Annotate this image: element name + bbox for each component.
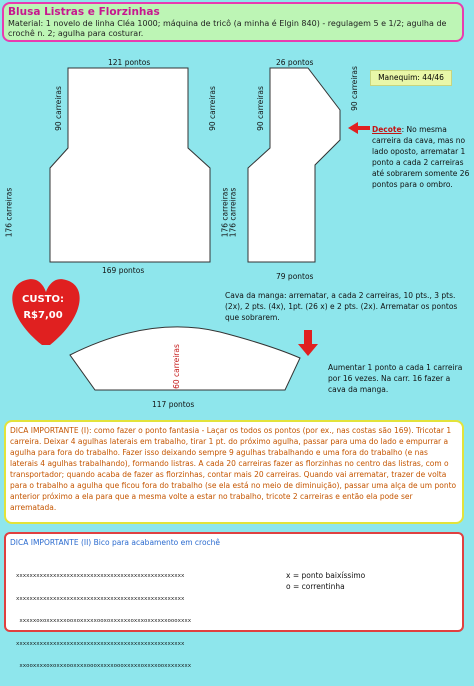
front-bottom-label: 79 pontos	[276, 272, 314, 281]
pattern-row: xxxxxoxoxxxxxxooxoxxxxxooxoxxxxxxoxxxoxxxxxxoooxxxx	[16, 618, 192, 624]
aumentar-note: Aumentar 1 ponto a cada 1 carreira por 16 vezes. Na carr. 16 fazer a cava da manga.	[328, 363, 463, 394]
pattern-row: xxxxxxxxxxxxxxxxxxxxxxxxxxxxxxxxxxxxxxxxxxxxxxxxxx	[16, 573, 185, 579]
decote-text: : No mesma carreira da cava, mas no lado oposto, arrematar 1 ponto a cada 2 carreiras até sobrarem somente 26 pontos para o ombro.	[372, 125, 470, 189]
cost-heart	[8, 268, 78, 332]
decote-title: Decote	[372, 125, 402, 134]
front-left-armhole-label: 90 carreiras	[255, 86, 265, 131]
sleeve-height-label: 60 carreiras	[171, 344, 181, 389]
cost-value: R$7,00	[23, 310, 63, 321]
decote-note	[372, 124, 470, 190]
pattern-row: xxooxxxxoxoxxxooxxxxoooxxxxxoooxxxxxoxxxxooxxxxxxxx	[16, 663, 192, 669]
tip-two-box	[4, 532, 464, 669]
legend-item: o = correntinha	[286, 582, 345, 591]
front-left-body-label: 176 carreiras	[228, 187, 238, 238]
sleeve-shape	[70, 327, 300, 390]
back-right-armhole-label: 90 carreiras	[207, 86, 217, 131]
back-left-armhole-label: 90 carreiras	[53, 86, 63, 131]
front-right-armhole-label: 90 carreiras	[349, 66, 359, 111]
pattern-legend	[286, 570, 365, 592]
crochet-pattern	[16, 558, 191, 686]
cava-note: Cava da manga: arrematar, a cada 2 carreiras, 10 pts., 3 pts. (2x), 2 pts. (4x), 1pt. (26 x) e 2 pts. (2x). Arrematar os pontos que sobrarem.	[225, 291, 458, 322]
back-left-body-label: 176 carreiras	[4, 187, 14, 238]
material-text: Material: 1 novelo de linha Cléa 1000; máquina de tricô (a minha é Elgin 840) - regulagem 5 e 1/2; agulha de crochê n. 2; agulha para costurar.	[8, 19, 447, 38]
cava-arrow	[298, 330, 318, 356]
tip-two-title: DICA IMPORTANTE (II) Bico para acabamento em crochê	[10, 538, 221, 547]
mannequin-badge: Manequim: 44/46	[370, 70, 452, 86]
legend-item: x = ponto baixíssimo	[286, 571, 366, 580]
front-shoulder-label: 26 pontos	[276, 58, 314, 67]
back-piece-shape	[50, 68, 210, 262]
pattern-row: xxxxxxxxxxxxxxxxxxxxxxxxxxxxxxxxxxxxxxxxxxxxxxxxxx	[16, 595, 185, 602]
cost-label: CUSTO:	[22, 294, 64, 305]
tip-one-box	[4, 420, 464, 524]
sleeve-bottom-label: 117 pontos	[152, 400, 195, 409]
back-right-body-label: 176 carreiras	[220, 187, 230, 238]
pattern-row: xxxxxxxxxxxxxxxxxxxxxxxxxxxxxxxxxxxxxxxxxxxxxxxxxx	[16, 640, 185, 647]
decote-arrow	[348, 122, 370, 134]
back-bottom-label: 169 pontos	[102, 266, 145, 275]
back-top-label: 121 pontos	[108, 58, 151, 67]
page-title: Blusa Listras e Florzinhas	[8, 6, 160, 18]
tip-one-text: DICA IMPORTANTE (I): como fazer o ponto fantasia - Laçar os todos os pontos (por ex., nas costas são 169). Tricotar 1 carreira. Deixar 4 agulhas laterais em trabalho, tirar 1 pt. do próximo agulha, passar para uma do lado e empurrar a agulha para fora do trabalho. Fazer isso deixando sempre 9 agulhas trabalhando e uma fora do trabalho (e nas laterais 4 agulhas trabalhando), formando listras. A cada 20 carreiras fazer as florzinhas no centro das listras, com o transportador; quando acaba de fazer as florzinhas, contar mais 20 carreiras. Quando vai arrematar, trazer de volta para o trabalho a agulha que ficou fora do trabalho (se ela está no meio de diminuição), passar uma alça de um ponto anterior próximo a ela para que a mesma volte a estar no trabalho, tricote 2 carreiras e então ela pode ser arrematada.	[10, 426, 457, 512]
